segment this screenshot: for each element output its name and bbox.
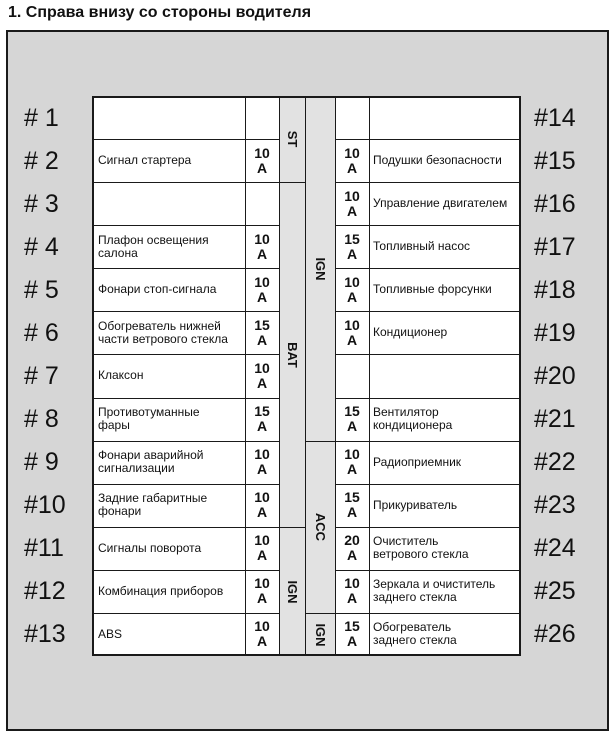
fuse-amperage [246, 442, 278, 483]
bus-label-bat: BAT [285, 341, 300, 368]
amperage-value: 15 [344, 489, 360, 506]
bus-label-st: ST [285, 130, 300, 148]
amperage-value: 10 [254, 273, 270, 290]
fuse-amperage [336, 97, 368, 138]
bus-label-ign-bottom: IGN [313, 622, 328, 647]
fuse-number: #26 [534, 620, 576, 649]
amperage-unit: A [256, 633, 268, 650]
amperage-value: 10 [254, 618, 270, 635]
amperage-value: 10 [254, 144, 270, 161]
amperage-value: 15 [254, 403, 270, 420]
fuse-amperage [336, 614, 368, 655]
amperage-value: 20 [344, 532, 360, 549]
bus-divider-ign [305, 441, 335, 442]
amperage-unit: A [346, 202, 358, 219]
fuse-amperage [246, 269, 278, 310]
amperage-value: 15 [344, 403, 360, 420]
bus-label-ign-center: IGN [313, 256, 328, 281]
fuse-description: Сигнал стартера [98, 153, 192, 168]
amperage-value: 10 [254, 230, 270, 247]
amperage-value: 10 [254, 446, 270, 463]
amperage-unit: A [346, 331, 358, 348]
fuse-number: #14 [534, 103, 576, 132]
fuse-number: #23 [534, 491, 576, 520]
fuse-number: #12 [24, 577, 66, 606]
fuse-description [98, 98, 243, 137]
amperage-unit: A [256, 374, 268, 391]
column-divider [279, 96, 280, 656]
fuse-description [98, 184, 243, 223]
fuse-amperage [336, 528, 368, 569]
amperage-unit: A [256, 245, 268, 262]
fuse-description: Топливные форсунки [373, 282, 492, 297]
fuse-number: # 5 [24, 275, 59, 304]
fuse-number: #25 [534, 577, 576, 606]
fuse-description: ABS [98, 626, 123, 641]
amperage-value: 10 [254, 532, 270, 549]
fuse-number: #10 [24, 491, 66, 520]
fuse-description: Управление двигателем [373, 196, 508, 211]
fuse-amperage [336, 442, 368, 483]
bus-column-right [306, 98, 335, 654]
fuse-number: # 1 [24, 103, 59, 132]
fuse-description: Кондиционер [373, 325, 448, 340]
fuse-amperage [336, 399, 368, 440]
amperage-value: 10 [254, 359, 270, 376]
fuse-number: #21 [534, 405, 576, 434]
fuse-amperage [246, 226, 278, 267]
bus-label-ign-left: IGN [285, 579, 300, 604]
fuse-description: Топливный насос [373, 239, 471, 254]
amperage-unit: A [346, 245, 358, 262]
fuse-amperage [246, 614, 278, 655]
amperage-unit: A [346, 633, 358, 650]
amperage-value: 15 [344, 230, 360, 247]
fuse-description: Сигналы поворота [98, 540, 202, 555]
fuse-amperage [336, 312, 368, 353]
fuse-amperage [246, 140, 278, 181]
amperage-value: 10 [344, 575, 360, 592]
fuse-description: Зеркала и очиститель заднего стекла [373, 577, 496, 605]
fuse-number: # 7 [24, 362, 59, 390]
fuse-number: #22 [534, 448, 576, 477]
fuse-number: #15 [534, 146, 576, 175]
amperage-unit: A [256, 504, 268, 521]
fuse-amperage [336, 571, 368, 612]
amperage-unit: A [256, 331, 268, 348]
fuse-number: # 3 [24, 189, 59, 218]
fuse-number: #17 [534, 232, 576, 261]
fuse-number: # 8 [24, 405, 59, 434]
fuse-description: Фонари стоп-сигнала [98, 282, 217, 297]
fuse-amperage [246, 183, 278, 224]
fuse-amperage [246, 571, 278, 612]
fuse-amperage [246, 485, 278, 526]
fuse-number: # 9 [24, 448, 59, 477]
amperage-value: 15 [254, 316, 270, 333]
fuse-description: Прикуриватель [373, 497, 458, 512]
amperage-unit: A [346, 159, 358, 176]
fuse-amperage [246, 399, 278, 440]
bus-divider-st [279, 182, 305, 183]
amperage-unit: A [256, 418, 268, 435]
fuse-number: #19 [534, 318, 576, 347]
fuse-number: #18 [534, 275, 576, 304]
amperage-value: 10 [254, 575, 270, 592]
fuse-amperage [246, 97, 278, 138]
fuse-amperage [336, 355, 368, 396]
fuse-number: #24 [534, 534, 576, 563]
amperage-unit: A [346, 504, 358, 521]
fuse-number: #20 [534, 362, 576, 390]
fuse-description: Комбинация приборов [98, 583, 224, 598]
amperage-unit: A [346, 461, 358, 478]
diagram-title: 1. Справа внизу со стороны водителя [8, 4, 312, 21]
fuse-description: Фонари аварийной сигнализации [98, 448, 204, 476]
amperage-unit: A [346, 547, 358, 564]
fuse-number: #11 [24, 534, 64, 563]
amperage-value: 10 [344, 187, 360, 204]
amperage-value: 10 [344, 316, 360, 333]
fuse-number: # 4 [24, 232, 59, 261]
fuse-amperage [246, 528, 278, 569]
fuse-description: Вентилятор кондиционера [373, 405, 453, 433]
fuse-amperage [246, 355, 278, 396]
amperage-value: 10 [344, 446, 360, 463]
bus-label-acc: ACC [313, 512, 328, 542]
fuse-amperage [336, 485, 368, 526]
fuse-description: Подушки безопасности [373, 153, 502, 168]
amperage-unit: A [256, 288, 268, 305]
fuse-description: Плафон освещения салона [98, 232, 209, 260]
fuse-description [373, 356, 519, 395]
column-divider [305, 96, 306, 656]
fuse-number: # 6 [24, 318, 59, 347]
fuse-amperage [336, 226, 368, 267]
fuse-description: Обогреватель заднего стекла [373, 620, 457, 648]
fuse-number: #16 [534, 189, 576, 218]
amperage-unit: A [256, 159, 268, 176]
amperage-value: 10 [254, 489, 270, 506]
fuse-number: # 2 [24, 146, 59, 175]
amperage-unit: A [346, 418, 358, 435]
fuse-amperage [336, 140, 368, 181]
bus-divider-bat [279, 527, 305, 528]
amperage-unit: A [256, 547, 268, 564]
fuse-description: Противотуманные фары [98, 405, 200, 433]
amperage-value: 10 [344, 273, 360, 290]
amperage-unit: A [346, 288, 358, 305]
amperage-unit: A [256, 590, 268, 607]
fuse-description [373, 98, 519, 137]
amperage-unit: A [256, 461, 268, 478]
fuse-number: #13 [24, 620, 66, 649]
amperage-unit: A [346, 590, 358, 607]
amperage-value: 15 [344, 618, 360, 635]
fuse-description: Очиститель ветрового стекла [373, 534, 469, 562]
fuse-amperage [246, 312, 278, 353]
amperage-value: 10 [344, 144, 360, 161]
fuse-description: Клаксон [98, 368, 144, 383]
fuse-description: Обогреватель нижней части ветрового стекла [98, 318, 228, 346]
fuse-description: Задние габаритные фонари [98, 491, 208, 519]
column-divider [369, 96, 370, 656]
fuse-amperage [336, 183, 368, 224]
fuse-amperage [336, 269, 368, 310]
fuse-description: Радиоприемник [373, 454, 462, 469]
